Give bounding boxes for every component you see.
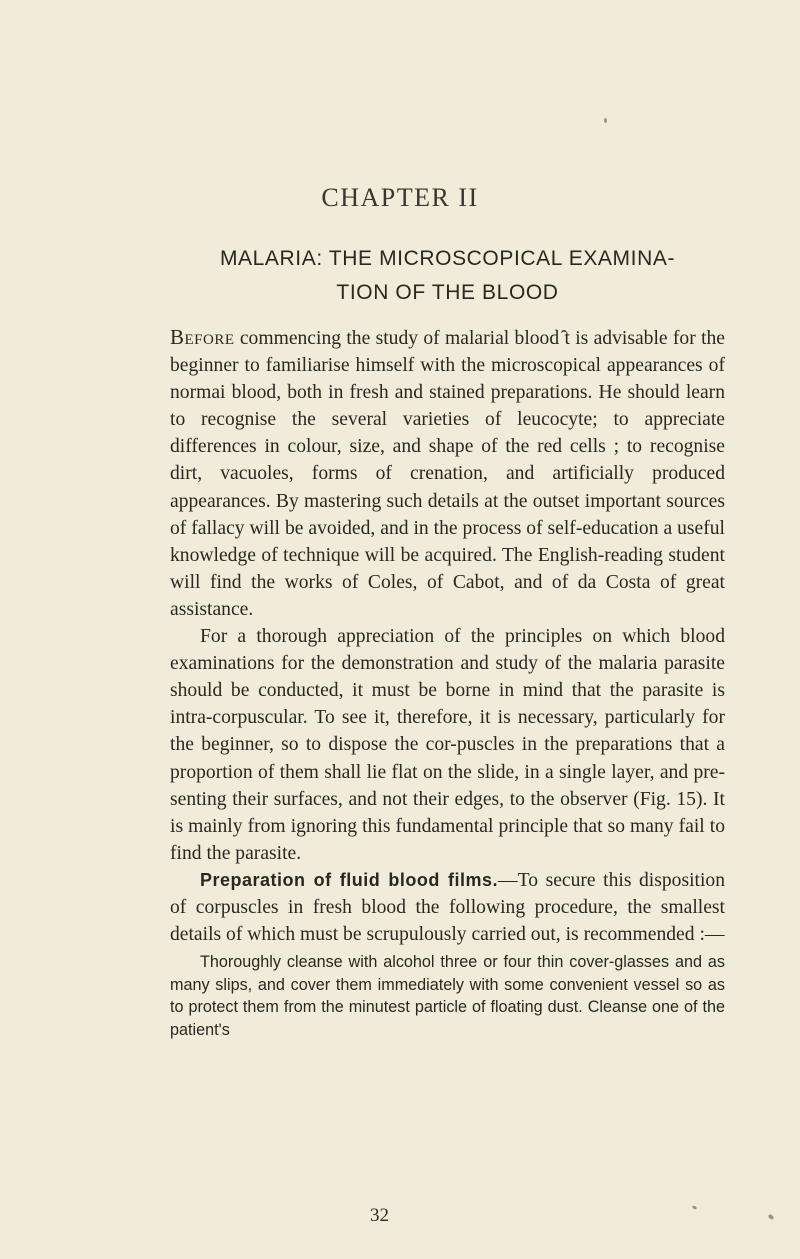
paragraph-3 bbox=[170, 867, 725, 948]
paper-speck bbox=[767, 1214, 774, 1221]
chapter-title-line-1: MALARIA: THE MICROSCOPICAL EXAMINA- bbox=[219, 247, 676, 270]
chapter-title-line-2: TION OF THE BLOOD bbox=[336, 281, 559, 304]
paragraph-2: For a thorough appreciation of the principles on which blood examinations for the demonstration and study of the malaria parasite should be conducted, it must be borne in mind that the parasite is intra-corpuscular. To see it, therefore, it is necessary, particularly for the beginner, so to dispose the cor-puscles in the preparations that a proportion of them shall lie flat on the slide, in a single layer, and pre-senting their surfaces, and not their edges, to the observer (Fig. 15). It is mainly from ignoring this fundamental principle that so many fail to find the parasite. bbox=[170, 626, 725, 864]
paragraph-3-body: —To secure this disposition of corpuscles in fresh blood the following procedure, the smallest details of which must be scrupulously carried out, is recommended :— bbox=[170, 869, 725, 946]
paragraph-1-lead: Before bbox=[170, 325, 235, 349]
section-heading-preparation: Preparation of fluid blood films. bbox=[200, 869, 499, 890]
body-text bbox=[170, 324, 725, 1042]
paragraph-1 bbox=[170, 324, 725, 623]
paper-speck bbox=[604, 118, 607, 123]
paragraph-4-small: Thoroughly cleanse with alcohol three or four thin cover-glasses and as many slips, and cover them immediately with some convenient vessel so as to protect them from the minutest particle of floating dust. Cleanse one of the patient's bbox=[170, 953, 725, 1039]
paragraph-1-body: commencing the study of malarial blood ̑t is advisable for the beginner to familiarise himself with the microscopical appearances of normai blood, both in fresh and stained preparations. He should learn to recognise the several varieties of leucocyte; to appreciate differences in colour, size, and shape of the red cells ; to recognise dirt, vacuoles, forms of crenation, and artificially produced appearances. By mastering such details at the outset important sources of fallacy will be avoided, and in the process of self-education a useful knowledge of technique will be acquired. The English-reading student will find the works of Coles, of Cabot, and of da Costa of great assistance. bbox=[170, 328, 726, 620]
page-number: 32 bbox=[370, 1205, 389, 1226]
chapter-number: CHAPTER II bbox=[321, 183, 479, 212]
paper-speck bbox=[692, 1205, 698, 1210]
chapter-title bbox=[170, 242, 725, 310]
